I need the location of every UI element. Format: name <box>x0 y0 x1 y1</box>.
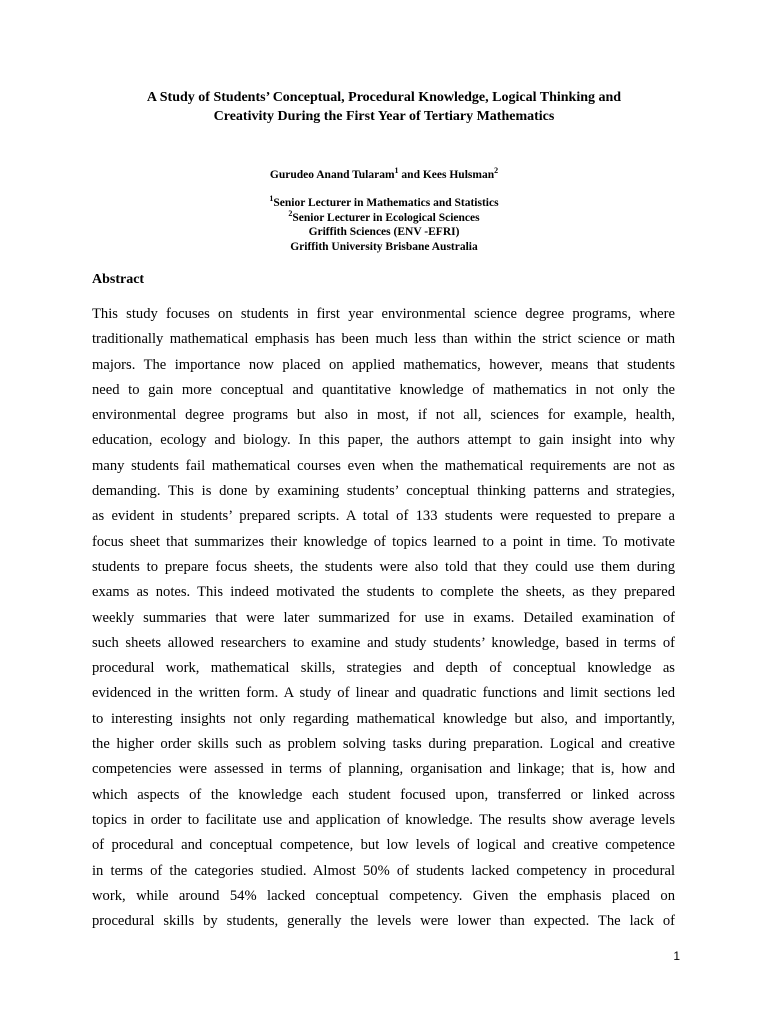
affiliation-1-superscript: 1 <box>269 194 274 203</box>
author-2-superscript: 2 <box>494 166 499 175</box>
abstract-line: to interesting insights not only regarding mathematical knowledge but also, and importantly, <box>92 710 675 727</box>
affiliation-1 <box>80 196 688 211</box>
affiliation-2-text: Senior Lecturer in Ecological Sciences <box>292 211 480 224</box>
abstract-line: in terms of the categories studied. Almost 50% of students lacked competency in procedural <box>92 862 675 879</box>
page-number: 1 <box>673 949 680 963</box>
abstract-line: which aspects of the knowledge each student focused upon, transferred or linked across <box>92 786 675 803</box>
abstract-line: procedural skills by students, generally the levels were lower than expected. The lack of <box>92 913 675 930</box>
author-1-name: Gurudeo Anand Tularam <box>269 169 395 181</box>
affiliation-2-superscript: 2 <box>288 208 293 218</box>
abstract-line: procedural work, mathematical skills, strategies and depth of conceptual knowledge as <box>92 660 675 677</box>
abstract-line: environmental degree programs but also in most, if not all, sciences for example, health, <box>92 407 675 424</box>
abstract-line: many students fail mathematical courses even when the mathematical requirements are not as <box>92 457 675 474</box>
abstract-line: need to gain more conceptual and quantitative knowledge of mathematics in not only the <box>92 381 675 398</box>
abstract-line: competencies were assessed in terms of planning, organisation and linkage; that is, how and <box>92 761 675 778</box>
abstract-line: majors. The importance now placed on applied mathematics, however, means that students <box>92 356 675 373</box>
abstract-line: work, while around 54% lacked conceptual competency. Given the emphasis placed on <box>92 887 675 904</box>
abstract-line: topics in order to facilitate use and application of knowledge. The results show average levels <box>92 811 675 828</box>
abstract-line: of procedural and conceptual competence, but low levels of logical and creative competence <box>92 837 675 854</box>
abstract-line: focus sheet that summarizes their knowledge of topics learned to a point in time. To motivate <box>92 533 675 550</box>
abstract-line: such sheets allowed researchers to examine and study students’ knowledge, based in terms of <box>92 634 675 651</box>
abstract-line: as evident in students’ prepared scripts. A total of 133 students were requested to prepare a <box>92 508 675 525</box>
paper-title <box>80 88 688 126</box>
affiliation-1-text: Senior Lecturer in Mathematics and Statistics <box>273 197 499 209</box>
abstract-line: the higher order skills such as problem solving tasks during preparation. Logical and creative <box>92 736 675 753</box>
author-line <box>80 168 688 182</box>
abstract-line: demanding. This is done by examining students’ conceptual thinking patterns and strategies, <box>92 483 675 500</box>
abstract-body <box>92 302 675 934</box>
affiliations <box>80 196 688 254</box>
abstract-line: weekly summaries that were later summarized for use in exams. Detailed examination of <box>92 609 675 626</box>
abstract-line: traditionally mathematical emphasis has been much less than within the strict science or math <box>92 331 675 348</box>
affiliation-department: Griffith Sciences (ENV -EFRI) <box>308 226 460 239</box>
affiliation-2 <box>80 208 688 226</box>
affiliation-university: Griffith University Brisbane Australia <box>290 240 478 253</box>
title-line-2: Creativity During the First Year of Tertiary Mathematics <box>213 109 555 124</box>
abstract-line: This study focuses on students in first year environmental science degree programs, where <box>92 306 675 322</box>
abstract-line: evidenced in the written form. A study of linear and quadratic functions and limit sections led <box>92 685 675 702</box>
abstract-line: education, ecology and biology. In this paper, the authors attempt to gain insight into why <box>92 432 675 449</box>
author-1-superscript: 1 <box>394 166 399 175</box>
author-separator: and <box>398 169 423 181</box>
abstract-line: exams as notes. This indeed motivated the students to complete the sheets, as they prepared <box>92 584 675 601</box>
abstract-line: students to prepare focus sheets, the students were also told that they could use them during <box>92 558 675 575</box>
title-line-1: A Study of Students’ Conceptual, Procedural Knowledge, Logical Thinking and <box>146 90 622 105</box>
abstract-heading: Abstract <box>92 272 145 287</box>
author-2-name: Kees Hulsman <box>422 169 495 181</box>
